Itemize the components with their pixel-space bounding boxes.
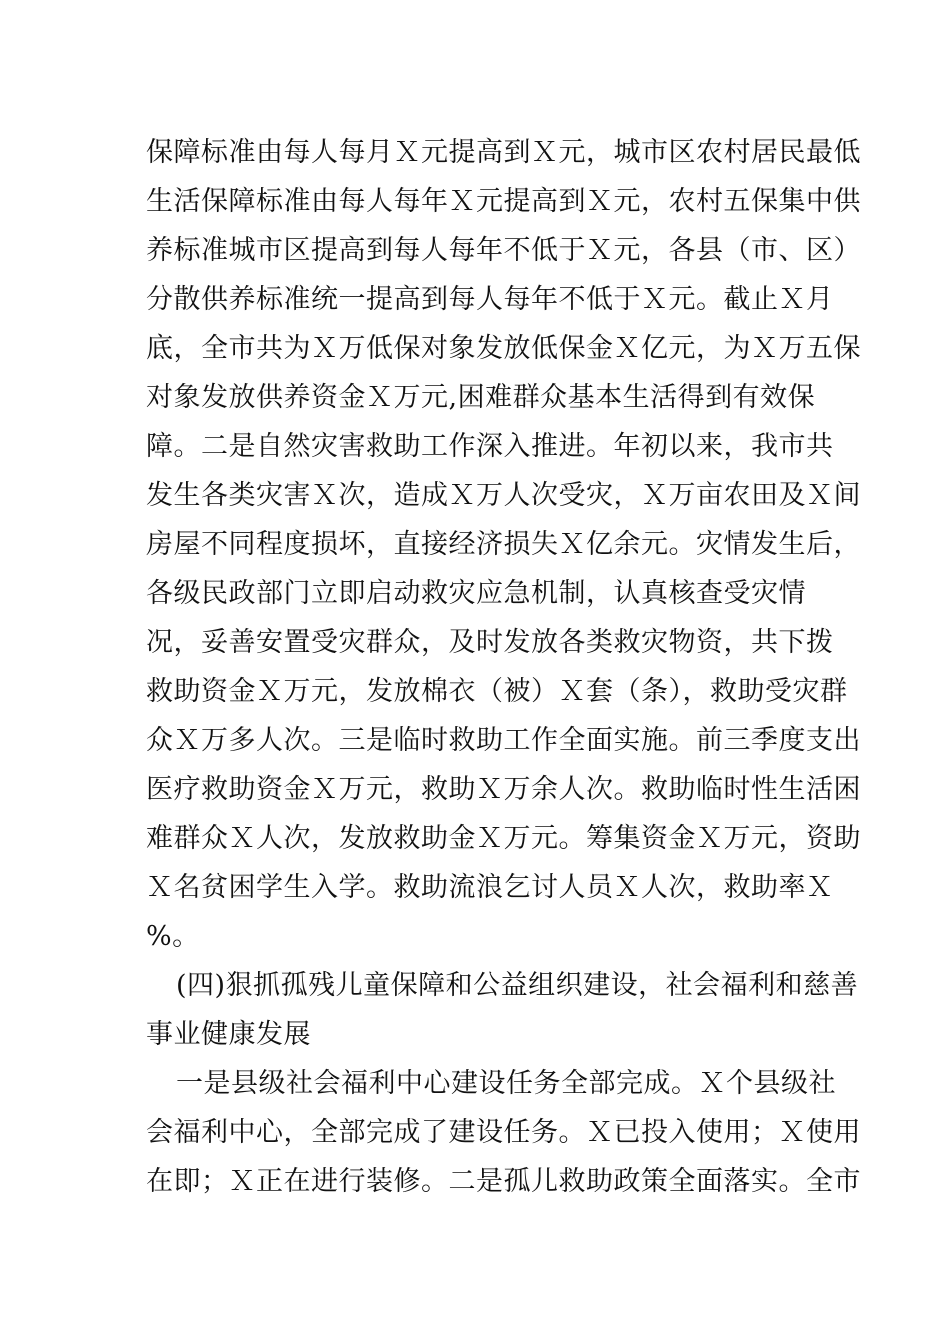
text-line: 医疗救助资金Ｘ万元，救助Ｘ万余人次。救助临时性生活困 [146, 774, 861, 805]
text-line: %。 [146, 921, 200, 952]
text-line: Ｘ名贫困学生入学。救助流浪乞讨人员Ｘ人次，救助率Ｘ [146, 872, 834, 903]
text-line: 况，妥善安置受灾群众，及时发放各类救灾物资，共下拨 [146, 627, 834, 658]
text-line: 难群众Ｘ人次，发放救助金Ｘ万元。筹集资金Ｘ万元，资助 [146, 823, 861, 854]
text-line: 保障标准由每人每月Ｘ元提高到Ｘ元，城市区农村居民最低 [146, 137, 861, 168]
text-line: 分散供养标准统一提高到每人每年不低于Ｘ元。截止Ｘ月 [146, 284, 834, 315]
text-line: 障。二是自然灾害救助工作深入推进。年初以来，我市共 [146, 431, 834, 462]
heading-line: (四)狠抓孤残儿童保障和公益组织建设，社会福利和慈善 [176, 970, 859, 1001]
text-line: 发生各类灾害Ｘ次，造成Ｘ万人次受灾，Ｘ万亩农田及Ｘ间 [146, 480, 861, 511]
text-line: 生活保障标准由每人每年Ｘ元提高到Ｘ元，农村五保集中供 [146, 186, 861, 217]
document-body [146, 128, 861, 1206]
section-heading-four [146, 961, 859, 1059]
text-line: 对象发放供养资金Ｘ万元,困难群众基本生活得到有效保 [146, 382, 816, 413]
text-line: 底，全市共为Ｘ万低保对象发放低保金Ｘ亿元，为Ｘ万五保 [146, 333, 861, 364]
paragraph-welfare-centers [146, 1059, 861, 1206]
text-line: 房屋不同程度损坏，直接经济损失Ｘ亿余元。灾情发生后， [146, 529, 861, 560]
text-line: 在即；Ｘ正在进行装修。二是孤儿救助政策全面落实。全市 [146, 1166, 861, 1197]
paragraph-relief-work [146, 128, 861, 961]
heading-line: 事业健康发展 [146, 1019, 311, 1050]
text-line: 众Ｘ万多人次。三是临时救助工作全面实施。前三季度支出 [146, 725, 861, 756]
text-line: 一是县级社会福利中心建设任务全部完成。Ｘ个县级社 [176, 1068, 836, 1099]
text-line: 养标准城市区提高到每人每年不低于Ｘ元，各县（市、区） [146, 235, 861, 266]
text-line: 各级民政部门立即启动救灾应急机制，认真核查受灾情 [146, 578, 806, 609]
text-line: 救助资金Ｘ万元，发放棉衣（被）Ｘ套（条），救助受灾群 [146, 676, 848, 707]
text-line: 会福利中心，全部完成了建设任务。Ｘ已投入使用；Ｘ使用 [146, 1117, 861, 1148]
